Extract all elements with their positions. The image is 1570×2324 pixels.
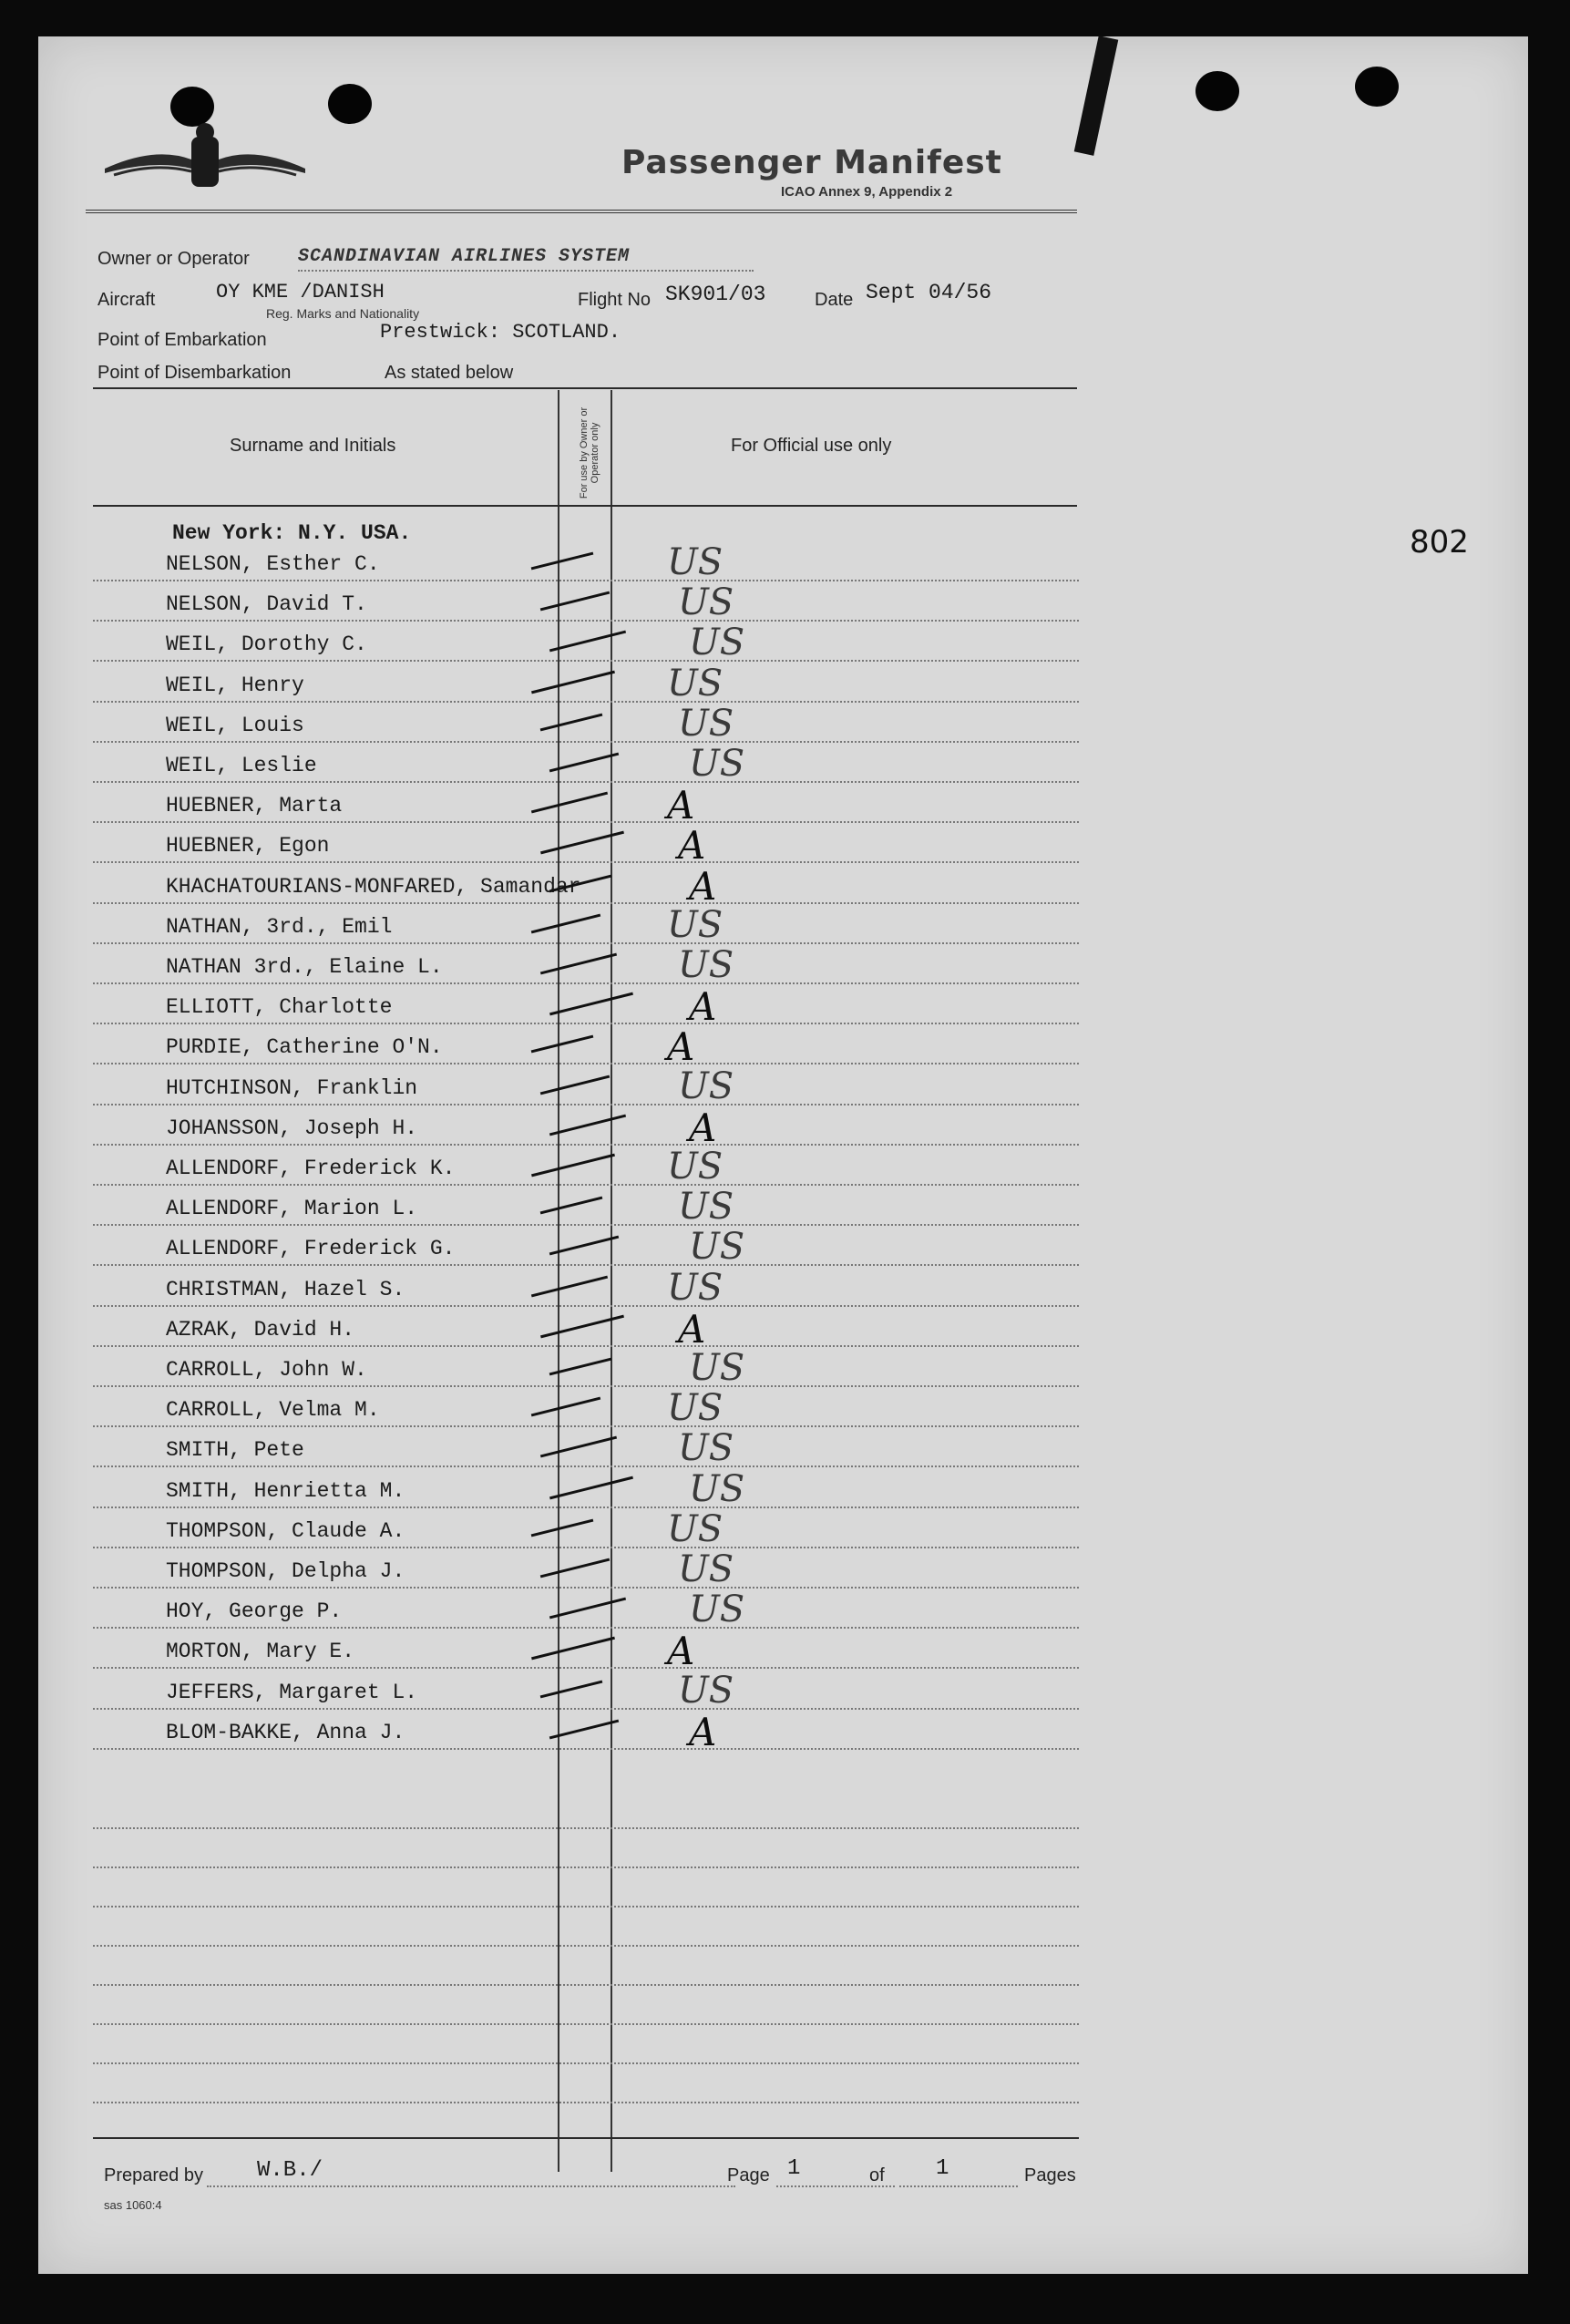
column-header-rule (93, 505, 1077, 507)
row-rule (93, 1264, 1079, 1266)
passenger-name: SMITH, Pete (166, 1438, 304, 1463)
embarkation-label: Point of Embarkation (97, 330, 267, 350)
punch-hole (1355, 67, 1399, 107)
passenger-name: WEIL, Leslie (166, 754, 317, 777)
passenger-name: THOMPSON, Claude A. (166, 1518, 405, 1543)
checkmark-stroke-icon (531, 1035, 594, 1054)
footer-rule (93, 2137, 1079, 2139)
checkmark-stroke-icon (540, 1197, 603, 1215)
passenger-name: ALLENDORF, Frederick K. (166, 1157, 456, 1180)
row-rule (93, 982, 1079, 984)
row-rule (93, 1224, 1079, 1226)
prepared-by-value: W.B./ (257, 2158, 323, 2183)
flight-label: Flight No (578, 290, 652, 310)
row-rule (93, 1708, 1079, 1710)
row-rule (93, 1305, 1079, 1307)
row-rule (93, 781, 1079, 783)
official-mark: US (667, 1266, 723, 1309)
blank-row-rule (93, 2102, 1079, 2103)
checkmark-stroke-icon (531, 1518, 594, 1537)
passenger-name: ALLENDORF, Frederick G. (166, 1237, 456, 1261)
checkmark-stroke-icon (540, 1075, 610, 1095)
passenger-name: NATHAN, 3rd., Emil (166, 914, 393, 939)
prepared-by-label: Prepared by (104, 2165, 203, 2185)
fields-bottom-rule (93, 387, 1077, 389)
row-rule (93, 580, 1079, 581)
official-mark: US (689, 1467, 745, 1510)
blank-row-rule (93, 2023, 1079, 2025)
official-mark: US (678, 1064, 734, 1107)
checkmark-stroke-icon (549, 753, 619, 773)
official-mark: US (689, 1347, 745, 1389)
flight-value: SK901/03 (665, 283, 766, 306)
official-mark: A (689, 984, 717, 1030)
official-mark: US (667, 1387, 723, 1430)
row-rule (93, 1104, 1079, 1105)
passenger-name: HUTCHINSON, Franklin (166, 1075, 418, 1100)
official-mark: A (689, 863, 717, 909)
official-mark: US (667, 662, 723, 704)
checkmark-stroke-icon (549, 1114, 626, 1136)
owner-line (298, 270, 754, 272)
official-mark: US (678, 1427, 734, 1470)
punch-hole (328, 84, 372, 124)
checkmark-stroke-icon (540, 1680, 603, 1698)
official-mark: A (678, 823, 706, 869)
row-rule (93, 1667, 1079, 1669)
official-mark: US (678, 1548, 734, 1590)
row-rule (93, 861, 1079, 863)
checkmark-stroke-icon (531, 1275, 608, 1297)
row-rule (93, 1345, 1079, 1347)
passenger-name: CARROLL, John W. (166, 1358, 367, 1382)
passenger-name: HUEBNER, Marta (166, 794, 343, 818)
prepared-by-line (207, 2185, 735, 2187)
passenger-name: ELLIOTT, Charlotte (166, 995, 393, 1020)
row-rule (93, 1144, 1079, 1146)
official-mark: US (689, 743, 745, 785)
passenger-name: JOHANSSON, Joseph H. (166, 1116, 418, 1140)
punch-hole (1195, 71, 1239, 111)
destination-heading: New York: N.Y. USA. (172, 521, 412, 545)
official-use-column-header: For Official use only (731, 436, 892, 456)
official-mark: A (667, 1629, 695, 1674)
blank-row-rule (93, 1827, 1079, 1829)
page-title: Passenger Manifest (621, 144, 1002, 181)
passenger-name: CARROLL, Velma M. (166, 1398, 380, 1423)
owner-column-right-line (611, 390, 612, 2172)
owner-value: SCANDINAVIAN AIRLINES SYSTEM (298, 246, 631, 267)
official-mark: US (667, 1146, 723, 1188)
official-mark: US (678, 1186, 734, 1229)
official-mark: US (689, 622, 745, 664)
passenger-name: BLOM-BAKKE, Anna J. (166, 1720, 405, 1744)
page-value: 1 (787, 2156, 801, 2181)
official-mark: US (689, 1589, 745, 1631)
blank-row-rule (93, 1984, 1079, 1986)
row-rule (93, 821, 1079, 823)
passenger-name: PURDIE, Catherine O'N. (166, 1035, 443, 1060)
row-rule (93, 1627, 1079, 1629)
passenger-name: HOY, George P. (166, 1599, 343, 1624)
row-rule (93, 942, 1079, 944)
passenger-name: THOMPSON, Delpha J. (166, 1559, 405, 1583)
row-rule (93, 1023, 1079, 1024)
row-rule (93, 1425, 1079, 1427)
checkmark-stroke-icon (549, 992, 633, 1016)
official-mark: US (678, 702, 734, 745)
passenger-name: MORTON, Mary E. (166, 1640, 355, 1664)
surname-column-header: Surname and Initials (230, 436, 396, 456)
of-line (899, 2185, 1018, 2187)
owner-column-left-line (558, 390, 559, 2172)
passenger-name: JEFFERS, Margaret L. (166, 1680, 418, 1704)
row-rule (93, 1063, 1079, 1064)
page-number-stamp: 802 (1410, 524, 1469, 560)
official-mark: US (689, 1226, 745, 1269)
disembarkation-value: As stated below (385, 363, 514, 383)
official-mark: US (678, 944, 734, 986)
passenger-name: NATHAN 3rd., Elaine L. (166, 955, 443, 979)
passenger-name: NELSON, David T. (166, 592, 367, 617)
row-rule (93, 1465, 1079, 1467)
official-mark: US (678, 1669, 734, 1712)
official-mark: US (667, 903, 723, 946)
passenger-name: CHRISTMAN, Hazel S. (166, 1277, 405, 1301)
aircraft-value: OY KME /DANISH (216, 281, 385, 303)
official-mark: A (667, 783, 695, 828)
official-mark: US (678, 581, 734, 624)
of-value: 1 (936, 2156, 949, 2181)
official-mark: A (689, 1105, 717, 1150)
row-rule (93, 660, 1079, 662)
passenger-name: WEIL, Henry (166, 673, 304, 697)
pages-label: Pages (1024, 2165, 1076, 2185)
checkmark-stroke-icon (531, 1397, 600, 1417)
header-rule (86, 210, 1077, 213)
checkmark-stroke-icon (549, 1719, 619, 1739)
checkmark-stroke-icon (549, 631, 626, 653)
checkmark-stroke-icon (531, 1637, 615, 1661)
date-label: Date (815, 290, 854, 310)
owner-use-column-header: For use by Owner or Operator only (579, 406, 600, 499)
checkmark-stroke-icon (549, 1236, 619, 1256)
row-rule (93, 741, 1079, 743)
checkmark-stroke-icon (540, 591, 610, 612)
row-rule (93, 1587, 1079, 1589)
disembarkation-label: Point of Disembarkation (97, 363, 292, 383)
manifest-sheet (38, 36, 1528, 2274)
row-rule (93, 1547, 1079, 1548)
row-rule (93, 1506, 1079, 1508)
passenger-name: AZRAK, David H. (166, 1317, 355, 1342)
checkmark-stroke-icon (540, 713, 603, 731)
page-label: Page (727, 2165, 770, 2185)
official-mark: A (689, 1709, 717, 1754)
passenger-name: ALLENDORF, Marion L. (166, 1197, 418, 1221)
row-rule (93, 902, 1079, 904)
passenger-name: KHACHATOURIANS-MONFARED, Samandar (166, 874, 581, 899)
checkmark-stroke-icon (531, 913, 600, 933)
passenger-name: WEIL, Louis (166, 713, 304, 737)
checkmark-stroke-icon (549, 1476, 633, 1499)
passenger-name: WEIL, Dorothy C. (166, 632, 367, 657)
official-mark: A (678, 1306, 706, 1352)
row-rule (93, 1385, 1079, 1387)
aircraft-label: Aircraft (97, 290, 156, 310)
checkmark-stroke-icon (540, 953, 617, 975)
of-label: of (869, 2165, 885, 2185)
checkmark-stroke-icon (531, 552, 594, 571)
page-subtitle: ICAO Annex 9, Appendix 2 (781, 184, 953, 200)
blank-row-rule (93, 1866, 1079, 1868)
blank-row-rule (93, 1945, 1079, 1947)
passenger-name: HUEBNER, Egon (166, 834, 330, 859)
official-mark: A (667, 1024, 695, 1070)
date-value: Sept 04/56 (866, 281, 992, 304)
checkmark-stroke-icon (540, 1558, 610, 1578)
reg-marks-label: Reg. Marks and Nationality (266, 306, 420, 321)
owner-label: Owner or Operator (97, 249, 250, 269)
blank-row-rule (93, 1906, 1079, 1908)
embarkation-value: Prestwick: SCOTLAND. (380, 321, 621, 344)
row-rule (93, 701, 1079, 703)
checkmark-stroke-icon (531, 1154, 615, 1177)
checkmark-stroke-icon (549, 1598, 626, 1620)
passenger-name: NELSON, Esther C. (166, 552, 380, 576)
checkmark-stroke-icon (531, 792, 608, 814)
winged-crest-logo-icon (100, 118, 310, 201)
row-rule (93, 620, 1079, 622)
checkmark-stroke-icon (531, 670, 615, 694)
form-code: sas 1060:4 (104, 2198, 162, 2212)
official-mark: US (667, 541, 723, 583)
row-rule (93, 1184, 1079, 1186)
ink-smudge (1074, 36, 1119, 156)
passenger-name: SMITH, Henrietta M. (166, 1478, 405, 1503)
official-mark: US (667, 1507, 723, 1550)
row-rule (93, 1748, 1079, 1750)
checkmark-stroke-icon (540, 1436, 617, 1458)
blank-row-rule (93, 2062, 1079, 2064)
